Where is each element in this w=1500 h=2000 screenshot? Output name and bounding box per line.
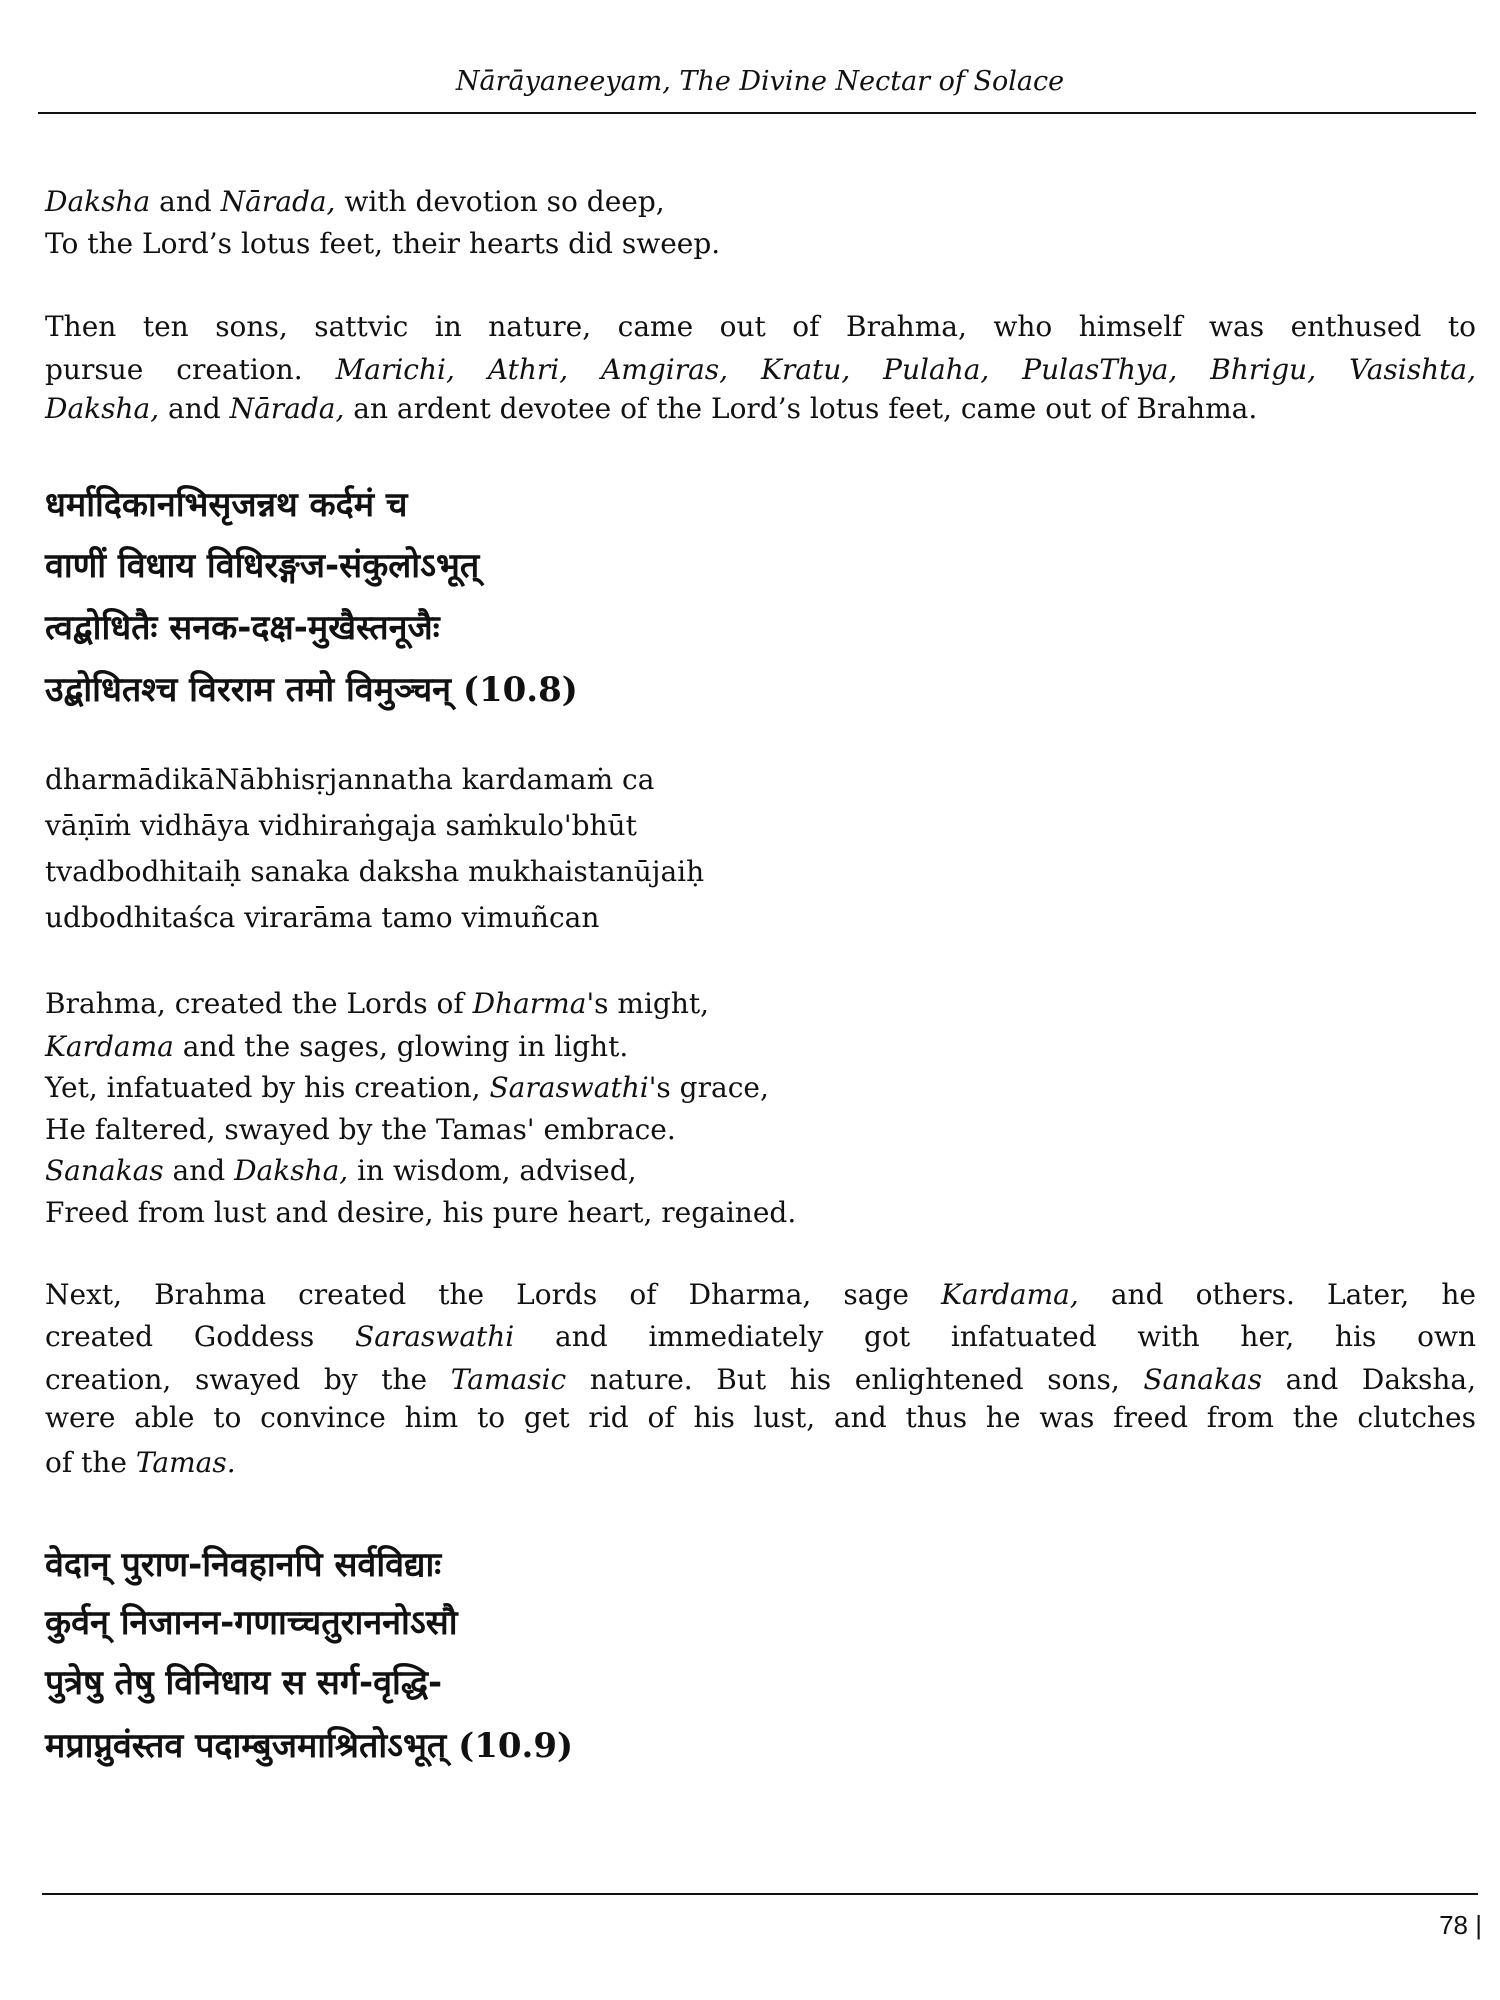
italic-text: Tamas. (135, 1446, 236, 1479)
poem-line (45, 984, 709, 1024)
italic-text: Sanakas (1143, 1363, 1262, 1396)
italic-text: Nārada, (229, 392, 345, 425)
text-segment: created Goddess (45, 1320, 356, 1353)
text-segment: creation, swayed by the (45, 1363, 451, 1396)
para-line (45, 350, 1476, 390)
italic-text: Daksha, (234, 1154, 349, 1187)
text-segment: 's grace, (648, 1071, 769, 1104)
text-segment: with devotion so deep, (335, 185, 665, 218)
text-segment: dharmādikāNābhisṛjannatha kardamaṁ ca (45, 763, 655, 796)
verse-line (45, 1540, 441, 1590)
page-number: 78 | (1439, 1910, 1482, 1940)
text-segment: He faltered, swayed by the Tamas' embrace. (45, 1113, 676, 1146)
text-segment: tvadbodhitaiḥ sanaka daksha mukhaistanūjaiḥ (45, 855, 705, 888)
text-segment: मप्राप्नुवंस्तव पदाम्बुजमाश्रितोऽभूत् (45, 1726, 447, 1766)
italic-text: Dharma (472, 987, 587, 1020)
italic-text: Nārada, (220, 185, 336, 218)
header-rule (38, 112, 1476, 114)
poem-line (45, 1068, 769, 1108)
italic-text: Kardama, (941, 1278, 1079, 1311)
text-segment: (10.9) (446, 1726, 574, 1766)
text-segment: Yet, infatuated by his creation, (45, 1071, 490, 1104)
poem-line (45, 1110, 676, 1150)
para-line (45, 307, 1476, 347)
verse-line (45, 1658, 442, 1708)
text-segment: udbodhitaśca virarāma tamo vimuñcan (45, 901, 600, 934)
running-header-title: Nārāyaneeyam, The Divine Nectar of Solace (455, 66, 1065, 97)
poem-line (45, 852, 704, 892)
text-segment: of the (45, 1446, 136, 1479)
italic-text: Daksha, (45, 392, 160, 425)
italic-text: Marichi, Athri, Amgiras, Kratu, Pulaha, PulasThya, Bhrigu, Vasishta, (335, 353, 1476, 386)
italic-text: Saraswathi (489, 1071, 649, 1104)
text-segment: an ardent devotee of the Lord’s lotus feet, came out of Brahma. (344, 392, 1258, 425)
poem-line (45, 1193, 796, 1233)
text-segment: To the Lord’s lotus feet, their hearts did sweep. (45, 227, 721, 260)
poem-line (45, 760, 654, 800)
para-line (45, 1317, 1476, 1357)
verse-line (45, 665, 578, 715)
text-segment: 's might, (586, 987, 710, 1020)
text-segment: and (163, 1154, 235, 1187)
italic-text: Sanakas (45, 1154, 164, 1187)
text-segment: Next, Brahma created the Lords of Dharma, sage (45, 1278, 942, 1311)
text-segment: कुर्वन् निजानन-गणाच्चतुराननोऽसौ (45, 1603, 458, 1643)
text-segment: पुत्रेषु तेषु विनिधाय स सर्ग-वृद्धि- (45, 1663, 443, 1703)
text-segment: were able to convince him to get rid of his lust, and thus he was freed from the clutches (45, 1401, 1476, 1434)
text-segment: Then ten sons, sattvic in nature, came out of Brahma, who himself was enthused to (45, 310, 1476, 343)
verse-line (45, 480, 407, 530)
para-line (45, 1275, 1476, 1315)
verse-line (45, 1721, 573, 1771)
para-line (45, 1398, 1476, 1438)
para-line (45, 1443, 236, 1483)
para-line (45, 389, 1257, 429)
text-segment: वेदान् पुराण-निवहानपि सर्वविद्याः (45, 1545, 442, 1585)
footer-rule (42, 1893, 1478, 1895)
text-segment: धर्मादिकानभिसृजन्नथ कर्दमं च (45, 485, 408, 525)
text-segment: in wisdom, advised, (348, 1154, 637, 1187)
text-segment: त्वद्बोधितैः सनक-दक्ष-मुखैस्तनूजैः (45, 608, 440, 648)
text-segment: and Daksha, (1262, 1363, 1476, 1396)
text-segment: and the sages, glowing in light. (173, 1030, 629, 1063)
italic-text: Kardama (45, 1030, 174, 1063)
italic-text: Daksha (45, 185, 151, 218)
text-segment: (10.8) (451, 670, 578, 710)
text-segment: pursue creation. (45, 353, 336, 386)
italic-text: Saraswathi (355, 1320, 515, 1353)
text-segment: Freed from lust and desire, his pure heart, regained. (45, 1196, 797, 1229)
italic-text: Tamasic (450, 1363, 567, 1396)
text-segment: nature. But his enlightened sons, (566, 1363, 1144, 1396)
text-segment: and (150, 185, 221, 218)
poem-line (45, 898, 599, 938)
text-segment: and others. Later, he (1078, 1278, 1476, 1311)
poem-line (45, 224, 720, 264)
text-segment: and immediately got infatuated with her, his own (514, 1320, 1477, 1353)
verse-line (45, 603, 440, 653)
text-segment: and (159, 392, 230, 425)
poem-line (45, 182, 665, 222)
poem-line (45, 806, 637, 846)
text-segment: वाणीं विधाय विधिरङ्गज-संकुलोऽभूत् (45, 546, 480, 586)
poem-line (45, 1027, 628, 1067)
text-segment: vāṇīṁ vidhāya vidhiraṅgaja saṁkulo'bhūt (45, 809, 637, 842)
text-segment: उद्बोधितश्च विरराम तमो विमुञ्चन् (45, 670, 452, 710)
text-segment: Brahma, created the Lords of (45, 987, 473, 1020)
poem-line (45, 1151, 637, 1191)
verse-line (45, 1598, 458, 1648)
verse-line (45, 541, 479, 591)
para-line (45, 1360, 1476, 1400)
